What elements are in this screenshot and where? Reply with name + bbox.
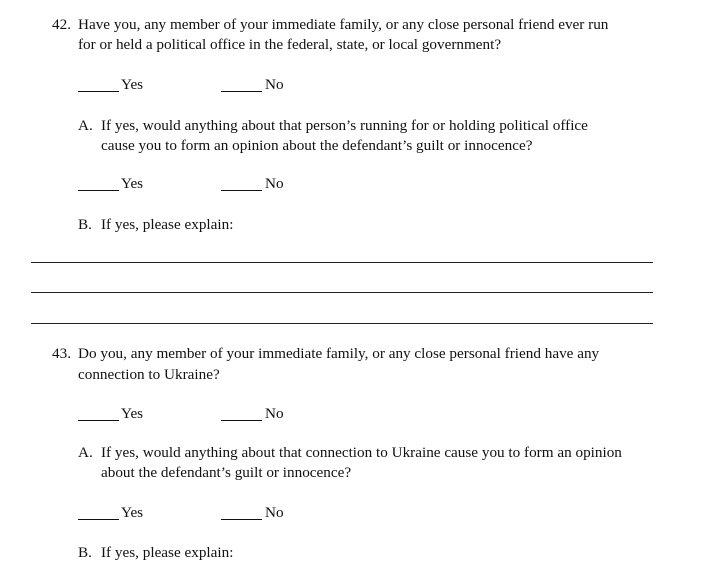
yes-label: Yes bbox=[121, 175, 144, 192]
sub-question-text-line-1: If yes, would anything about that connection to Ukraine cause you to form an opinion bbox=[101, 444, 622, 461]
no-label: No bbox=[265, 175, 284, 192]
sub-question-letter: B. bbox=[78, 216, 92, 233]
yes-label: Yes bbox=[121, 76, 144, 93]
explanation-line-3[interactable] bbox=[31, 323, 653, 324]
yes-label: Yes bbox=[121, 504, 144, 521]
yes-label: Yes bbox=[121, 405, 144, 422]
explanation-line-1[interactable] bbox=[31, 262, 653, 263]
no-label: No bbox=[265, 504, 284, 521]
sub-question-letter: B. bbox=[78, 544, 92, 561]
sub-question-text-line-2: about the defendant’s guilt or innocence? bbox=[101, 464, 352, 481]
yes-answer-blank[interactable] bbox=[78, 91, 119, 92]
yes-answer-blank[interactable] bbox=[78, 190, 119, 191]
no-label: No bbox=[265, 405, 284, 422]
question-text-line-1: Have you, any member of your immediate family, or any close personal friend ever run bbox=[78, 16, 609, 33]
explain-prompt: If yes, please explain: bbox=[101, 544, 234, 561]
explanation-line-2[interactable] bbox=[31, 292, 653, 293]
yes-answer-blank[interactable] bbox=[78, 519, 119, 520]
sub-question-letter: A. bbox=[78, 117, 93, 134]
question-text-line-2: for or held a political office in the federal, state, or local government? bbox=[78, 36, 502, 53]
sub-question-letter: A. bbox=[78, 444, 93, 461]
sub-question-text-line-2: cause you to form an opinion about the defendant’s guilt or innocence? bbox=[101, 137, 533, 154]
question-text-line-1: Do you, any member of your immediate family, or any close personal friend have any bbox=[78, 345, 600, 362]
no-label: No bbox=[265, 76, 284, 93]
explain-prompt: If yes, please explain: bbox=[101, 216, 234, 233]
sub-question-text-line-1: If yes, would anything about that person’s running for or holding political office bbox=[101, 117, 588, 134]
question-text-line-2: connection to Ukraine? bbox=[78, 366, 220, 383]
question-number: 43. bbox=[52, 345, 71, 362]
no-answer-blank[interactable] bbox=[221, 190, 262, 191]
no-answer-blank[interactable] bbox=[221, 420, 262, 421]
no-answer-blank[interactable] bbox=[221, 519, 262, 520]
no-answer-blank[interactable] bbox=[221, 91, 262, 92]
yes-answer-blank[interactable] bbox=[78, 420, 119, 421]
question-number: 42. bbox=[52, 16, 71, 33]
